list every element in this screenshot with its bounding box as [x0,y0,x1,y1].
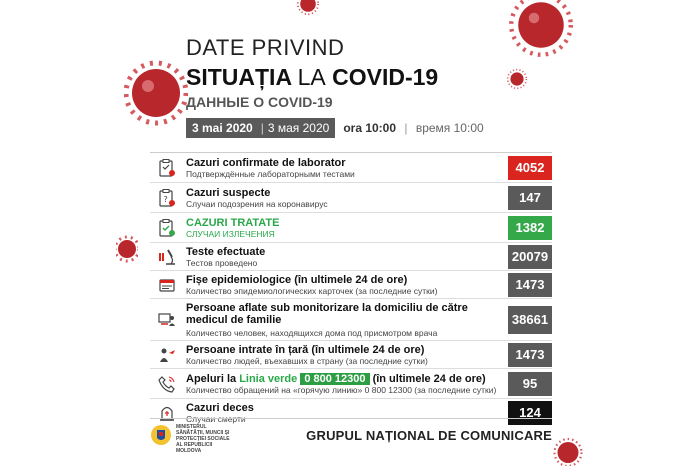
value-suspected: 147 [508,186,552,210]
ministry-label: MINISTERUL SĂNĂTĂȚII, MUNCII ȘI PROTECȚIEI SOCIALE AL REPUBLICII MOLDOVA [176,424,230,454]
virus-particle-top-center [290,0,326,16]
row-text [184,344,508,366]
row-sublabel: Количество обращений на «горячую линию» 0 800 12300 (за последние сутки) [186,384,497,395]
communication-group-label: GRUPUL NAȚIONAL DE COMUNICARE [306,428,552,443]
row-tests [150,242,552,270]
value-entered-country: 1473 [508,343,552,367]
row-label: Fișe epidemiologice (în ultimele 24 de ore) [186,273,408,286]
date-bar [186,118,484,138]
hotline-label-prefix: Apeluri la [186,372,237,385]
row-label: Persoane aflate sub monitorizare la domiciliu de către [186,301,468,314]
row-text [184,373,508,395]
row-label: Cazuri deces [186,401,254,414]
svg-text:?: ? [163,194,168,204]
date-separator: | [260,121,264,135]
row-text [184,187,508,209]
file-cards-icon [150,275,184,295]
coat-of-arms-icon [150,424,172,446]
value-deaths: 124 [508,401,552,425]
hotline-number-badge: 0 800 12300 [300,373,369,385]
title-line1: DATE PRIVIND [186,35,345,60]
row-text [184,157,508,179]
microscope-icon [150,247,184,267]
date-ru: 3 мая 2020 [267,121,330,135]
footer [150,418,552,454]
row-sublabel: СЛУЧАИ ИЗЛЕЧЕНИЯ [186,228,275,239]
title-situatia: SITUAȚIA [186,64,292,90]
row-sublabel: Подтверждённые лабораторными тестами [186,168,355,179]
row-text [184,274,508,296]
row-label: Cazuri suspecte [186,186,271,199]
row-entered-country [150,340,552,368]
time-ro: ora 10:00 [343,121,397,135]
hotline-label-period: (în ultimele 24 de ore) [372,372,486,385]
row-home-monitoring [150,298,552,340]
value-hotline-calls: 95 [508,372,552,396]
row-sublabel: Случаи подозрения на коронавирус [186,198,328,209]
date-box [186,118,335,138]
row-label [186,373,508,385]
row-text [184,246,508,268]
virus-particle-bottom-right [548,436,588,466]
clipboard-question-icon [150,188,184,208]
time-info [343,121,483,135]
row-sublabel: Количество человек, находящихся дома под присмотром врача [186,327,438,338]
row-label: Persoane intrate în țară (în ultimele 24 de ore) [186,343,425,356]
value-tests: 20079 [508,245,552,269]
title-covid: COVID-19 [332,64,439,90]
row-label: CAZURI TRATATE [186,216,280,229]
virus-particle-left-mid [116,226,138,272]
row-confirmed [150,152,552,182]
row-suspected [150,182,552,212]
time-separator: | [404,121,408,135]
row-sublabel: Случаи смерти [186,413,246,424]
airplane-person-icon [150,345,184,365]
row-sublabel: Количество эпидемиологических карточек (за последние сутки) [186,285,438,296]
clipboard-check-icon [150,158,184,178]
title-la: LA [297,64,326,90]
header [186,36,516,110]
hotline-label-linia-verde: Linia verde [239,372,298,385]
row-sublabel: Количество людей, въехавших в страну (за последние сутки) [186,355,428,366]
row-epi-files [150,270,552,298]
row-label-continued: medicul de familie [186,313,282,326]
row-label: Teste efectuate [186,245,266,258]
phone-call-icon [150,374,184,394]
row-cured [150,212,552,242]
row-sublabel: Тестов проведено [186,257,258,268]
clipboard-cured-icon [150,218,184,238]
title-line2 [186,62,516,92]
value-cured: 1382 [508,216,552,240]
stats-list [150,152,552,426]
virus-particle-left-large [124,38,188,148]
value-confirmed: 4052 [508,156,552,180]
row-text [184,302,508,338]
row-label: Cazuri confirmate de laborator [186,156,346,169]
time-ru: время 10:00 [415,121,484,135]
row-hotline-calls [150,368,552,398]
monitor-person-icon [150,310,184,330]
value-epi-files: 1473 [508,273,552,297]
date-ro: 3 mai 2020 [192,121,253,135]
row-text [184,217,508,239]
value-home-monitoring: 38661 [508,306,552,334]
title-line3-ru: ДАННЫЕ О COVID-19 [186,94,333,110]
